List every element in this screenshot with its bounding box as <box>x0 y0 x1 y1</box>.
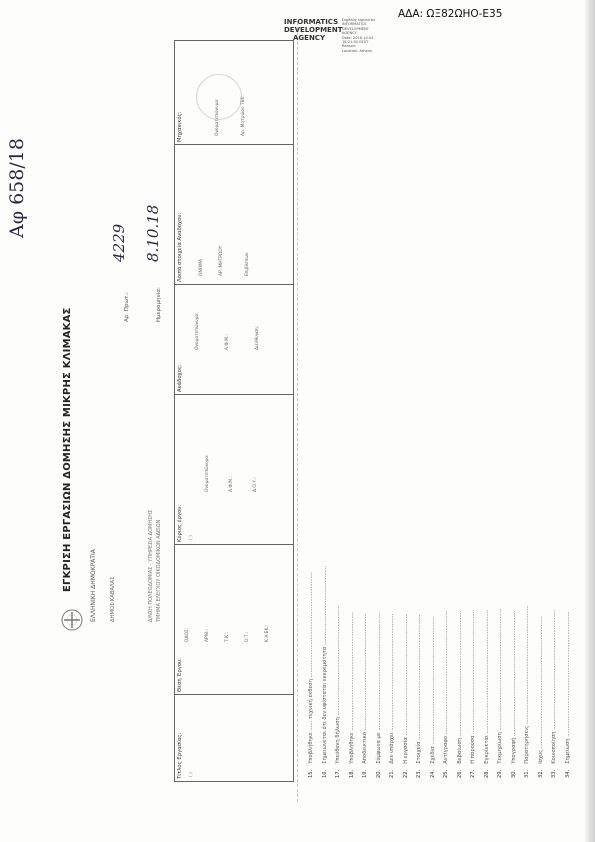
list-item-number: 25. <box>443 769 449 778</box>
col-line: Επιβλέπων <box>245 252 250 276</box>
form-title: ΕΓΚΡΙΣΗ ΕΡΓΑΣΙΩΝ ΔΟΜΗΣΗΣ ΜΙΚΡΗΣ ΚΛΙΜΑΚΑΣ <box>62 307 73 592</box>
list-item-number: 31. <box>524 769 530 778</box>
list-item <box>457 611 463 778</box>
list-item <box>403 613 409 778</box>
table-col <box>175 284 293 395</box>
numbered-conditions-list <box>300 22 590 782</box>
agency-line: AGENCY <box>293 34 326 42</box>
list-item-number: 16. <box>321 769 328 778</box>
list-item-text: Υπεύθυνη δήλωση ................................................................... <box>335 605 341 764</box>
table-col <box>175 695 293 781</box>
list-item-number: 23. <box>416 769 422 778</box>
list-item <box>538 616 544 778</box>
list-item-number: 34. <box>564 769 571 778</box>
list-item <box>416 614 422 778</box>
list-item <box>322 566 328 778</box>
table-col <box>175 144 293 285</box>
col-header: Κύριος έργου: <box>177 504 183 542</box>
list-item-text: Αποδεικτικό ....................................................................... <box>362 613 368 764</box>
col-line: ΟΔΟΣ: <box>185 627 190 642</box>
list-item <box>551 609 557 778</box>
list-item-number: 18. <box>348 769 355 778</box>
department-label: Δ/ΝΣΗ ΠΟΛΕΟΔΟΜΙΑΣ - ΥΠΗΡΕΣΙΑ ΔΟΜΗΣΗΣ <box>148 509 154 622</box>
col-line: ( ) <box>189 535 194 540</box>
agency-signature-block <box>284 18 342 42</box>
col-header: Τίτλος Εργασίας: <box>177 732 183 779</box>
list-item-number: 15. <box>308 769 314 778</box>
sig-line: AGENCY <box>342 31 357 36</box>
col-line: ΑΡ. ΜΗΤΡΩΟΥ <box>219 245 224 276</box>
col-line: ΟΝΟΜΑ <box>199 259 204 276</box>
col-line: Ονοματεπώνυμο: <box>205 454 210 492</box>
col-line: Δ.Ο.Υ.: <box>253 477 258 492</box>
list-item <box>565 611 571 778</box>
sig-line: Location: Athens <box>342 48 372 53</box>
table-col <box>175 394 293 545</box>
list-item-text: Σημειώνεται ότι δεν υφίσταται εκκρεμότητα ................................................ <box>321 565 328 764</box>
list-item <box>376 612 382 778</box>
details-table <box>174 40 294 782</box>
list-item-text: Αντίγραφο ........................................................................... <box>443 610 449 764</box>
list-item-text: Βεβαίωση ............................................................................ <box>456 611 463 764</box>
office-label: ΤΜΗΜΑ ΕΛΕΓΧΟΥ ΟΙΚΟΔΟΜΙΚΩΝ ΑΔΕΙΩΝ <box>156 519 162 622</box>
list-item <box>511 611 517 778</box>
sig-line: INFORMATICS DEVELOPMENT <box>342 22 369 31</box>
col-line: Ονοματεπώνυμο: <box>195 312 200 350</box>
col-line: Α.Φ.Μ.: <box>225 334 230 350</box>
agency-signature-details <box>342 18 382 53</box>
list-item-text: Σύμφωνα με ........................................................................ <box>375 611 382 764</box>
list-item <box>497 608 503 778</box>
faint-stamp-icon <box>196 74 242 120</box>
municipality-label: ΔΗΜΟΣ ΚΑΒΑΛΑΣ <box>110 576 116 622</box>
list-item-text: Εγκρίνεται ........................................................................... <box>483 609 490 764</box>
list-item <box>362 613 368 778</box>
list-item-number: 30. <box>510 769 517 778</box>
agency-line: INFORMATICS <box>284 18 339 26</box>
list-item-text: Στοιχεία ............................................................................ <box>416 614 422 764</box>
sig-line: Reason: <box>342 44 357 49</box>
list-item <box>443 611 449 778</box>
col-line: ΑΡΙΘ.: <box>205 628 210 642</box>
list-item-number: 26. <box>456 769 463 778</box>
handwritten-reference: Αφ 658/18 <box>6 138 28 238</box>
list-item-number: 21. <box>389 769 395 778</box>
col-line: ( ) <box>189 772 194 777</box>
table-col <box>175 544 293 695</box>
sig-line: 16:21:00 EEST <box>342 40 369 45</box>
list-item <box>484 610 490 778</box>
col-line: Α.Φ.Μ.: <box>229 476 234 492</box>
col-header: Ανάδοχος: <box>177 364 183 392</box>
list-item-number: 20. <box>375 769 382 778</box>
list-item-text: Υποβλήθηκε ........................................................................ <box>348 611 355 764</box>
protocol-label: Αρ. Πρωτ.: <box>124 292 130 322</box>
date-label: Ημερομηνία: <box>156 287 162 322</box>
page-fold-line <box>297 22 298 802</box>
list-item-text: Η παρούσα ........................................................................... <box>470 610 476 764</box>
greek-emblem-icon <box>60 608 84 632</box>
list-item-text: Σημείωση ............................................................................ <box>564 611 571 764</box>
handwritten-date: 8.10.18 <box>144 204 162 262</box>
col-line: Κ.Α.ΕΚ.: <box>265 624 270 642</box>
col-line: Ο.Τ.: <box>245 631 250 642</box>
list-item-text: Υπογραφή ............................................................................ <box>510 610 517 764</box>
sig-line: Date: 2018.10.04 <box>342 35 374 40</box>
list-item <box>524 605 530 778</box>
list-item-text: Υποβλήθηκε ...... τεχνική έκθεση ................................................................ <box>308 571 314 764</box>
col-header: Μηχανικός: <box>177 111 183 142</box>
list-item-text: Παρατηρήσεις ........................................................................ <box>524 605 530 764</box>
list-item <box>335 605 341 778</box>
col-line: Αρ. Μητρώου ΤΕΕ: <box>241 95 246 136</box>
list-item-text: Τεκμηρίωση .......................................................................... <box>497 608 503 764</box>
handwritten-protocol-number: 4229 <box>110 223 128 262</box>
col-line: Διεύθυνση: <box>255 325 260 350</box>
agency-line: DEVELOPMENT <box>284 26 343 34</box>
col-header: Λοιπά στοιχεία Αναδόχου: <box>177 212 183 282</box>
list-item-number: 22. <box>402 769 409 778</box>
list-item <box>470 610 476 778</box>
list-item <box>430 616 436 778</box>
list-item-text: Σχέδια .............................................................................. <box>429 616 436 764</box>
list-item-number: 27. <box>470 769 476 778</box>
list-item-number: 32. <box>537 769 544 778</box>
col-header: Θέση Έργου: <box>177 658 183 692</box>
list-item <box>308 572 314 778</box>
list-item-number: 19. <box>362 769 368 778</box>
list-item-text: Κοινοποίηση ......................................................................... <box>551 609 557 764</box>
list-item-number: 29. <box>497 769 503 778</box>
list-item-text: Η εργασία .......................................................................... <box>402 613 409 764</box>
sig-line: Digitally signed by <box>342 18 376 22</box>
list-item-number: 28. <box>483 769 490 778</box>
list-item-number: 24. <box>429 769 436 778</box>
list-item-number: 33. <box>551 769 557 778</box>
col-line: Τ.Κ.: <box>225 632 230 642</box>
list-item-text: Δεν υπάρχει ....................................................................... <box>389 613 395 764</box>
list-item-number: 17. <box>335 769 341 778</box>
col-line: Ονοματεπώνυμο: <box>215 98 220 136</box>
list-item-text: Ισχύς ................................................................................ <box>537 616 544 764</box>
ada-code: ΑΔΑ: ΩΞ82ΩΗΟ-Ε35 <box>398 8 503 20</box>
list-item <box>349 612 355 778</box>
list-item <box>389 614 395 778</box>
ministry-label: ΕΛΛΗΝΙΚΗ ΔΗΜΟΚΡΑΤΙΑ <box>90 549 97 622</box>
